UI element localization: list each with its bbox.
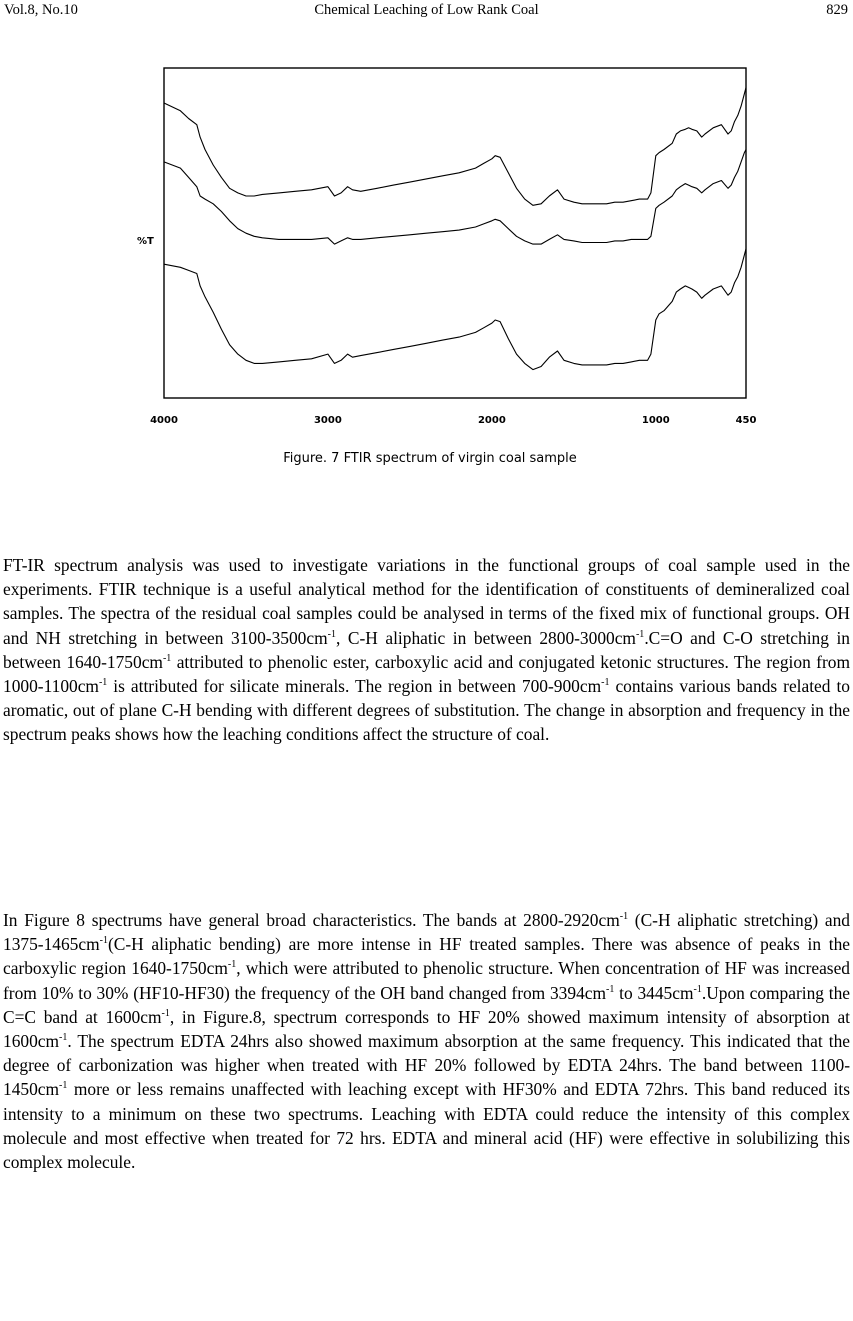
running-title: Chemical Leaching of Low Rank Coal (314, 2, 539, 18)
p2-sup-3: -1 (227, 959, 237, 971)
paragraph-2 (3, 908, 850, 1174)
p2-sup-6: -1 (161, 1007, 170, 1019)
p2-text-3: (C-H aliphatic bending) are more intense in HF treated samples. There was absence of peaks in the carboxylic region 1640-1750cm (3, 934, 850, 979)
ftir-figure (0, 0, 853, 470)
x-tick-label-450: 450 (735, 415, 757, 426)
p2-sup-1: -1 (619, 911, 629, 922)
p2-text-8: . The spectrum EDTA 24hrs also showed maximum absorption at the same frequency. This indicated that the degree of carbonization was higher when treated with HF 20% followed by EDTA 24hrs. The band between 1100-1450cm (3, 1031, 850, 1100)
p2-text-2: (C-H aliphatic stretching) and 1375-1465cm (3, 910, 851, 955)
x-tick-label-1000: 1000 (641, 415, 670, 426)
p2-text-4: , which were attributed to phenolic structure. When concentration of HF was increased from 10% to 30% (HF10-HF30) the frequency of the OH band changed from 3394cm (3, 958, 850, 1003)
p2-text-5: to 3445cm (614, 982, 694, 1003)
p2-sup-5: -1 (693, 983, 702, 995)
p1-text-1: FT-IR spectrum analysis was used to investigate variations in the functional groups of coal sample used in the experiments. FTIR technique is a useful analytical method for the identification of constituents of demineralized coal samples. The spectra of the residual coal samples could be analysed in terms of the fixed mix of functional groups. OH and NH stretching in between 3100-3500cm (3, 555, 850, 648)
x-tick-layer (150, 415, 756, 426)
p2-sup-7: -1 (59, 1032, 68, 1044)
ftir-trace-3 (164, 249, 746, 370)
plot-frame (164, 68, 746, 398)
figure-caption: Figure. 7 FTIR spectrum of virgin coal sample (283, 451, 577, 466)
p1-text-2: , C-H aliphatic in between 2800-3000cm (335, 627, 636, 648)
p2-sup-8: -1 (59, 1080, 68, 1092)
y-axis-label: %T (137, 236, 154, 247)
p1-sup-4: -1 (98, 677, 108, 689)
journal-volume: Vol.8, No.10 (4, 2, 78, 18)
x-tick-label-2000: 2000 (477, 415, 506, 426)
p1-sup-1: -1 (327, 628, 336, 640)
ftir-trace-1 (164, 88, 746, 206)
p1-sup-2: -1 (635, 628, 645, 640)
p2-sup-2: -1 (99, 935, 108, 947)
p1-sup-5: -1 (601, 677, 610, 689)
p1-text-5: is attributed for silicate minerals. The region in between 700-900cm (107, 676, 602, 697)
series-layer (164, 88, 746, 370)
x-tick-label-4000: 4000 (150, 415, 178, 426)
p2-text-6: .Upon comparing the C=C band at 1600cm (3, 982, 851, 1027)
p2-text-7: , in Figure.8, spectrum corresponds to HF 20% showed maximum intensity of absorption at 1600cm (3, 1006, 850, 1052)
ftir-trace-2 (164, 150, 746, 245)
p1-sup-3: -1 (162, 652, 172, 664)
page-number: 829 (826, 2, 848, 18)
p1-text-4: attributed to phenolic ester, carboxylic acid and conjugated ketonic structures. The region from 1000-1100cm (3, 651, 850, 697)
p1-text-6: contains various bands related to aromatic, out of plane C-H bending with different degrees of substitution. The change in absorption and frequency in the spectrum peaks shows how the leaching conditions affect the structure of coal. (3, 676, 850, 745)
paragraph-1 (3, 553, 850, 747)
p1-text-3: .C=O and C-O stretching in between 1640-1750cm (3, 627, 850, 672)
p2-text-9: more or less remains unaffected with leaching except with HF30% and EDTA 72hrs. This band reduced its intensity to a minimum on these two spectrums. Leaching with EDTA could reduce the intensity of this complex molecule and most effective when treated for 72 hrs. EDTA and mineral acid (HF) were effective in solubilizing this complex molecule. (3, 1079, 850, 1173)
x-tick-label-3000: 3000 (313, 415, 342, 426)
p2-sup-4: -1 (606, 983, 615, 995)
p2-text-1: In Figure 8 spectrums have general broad characteristics. The bands at 2800-2920cm (3, 910, 620, 930)
